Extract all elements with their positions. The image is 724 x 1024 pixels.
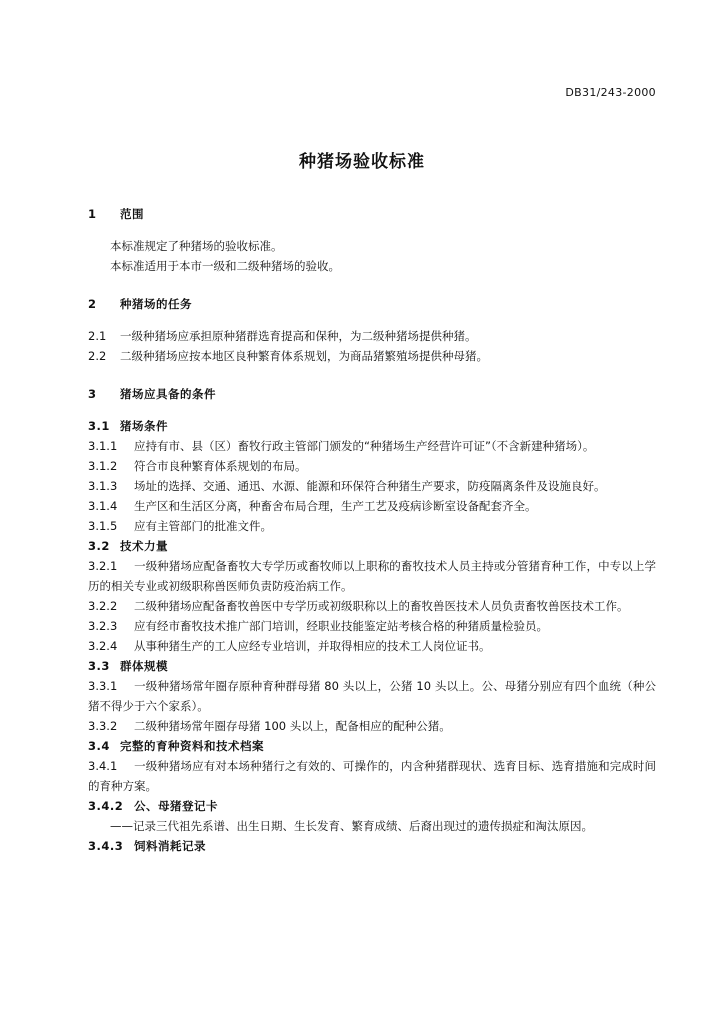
clause: 3.1.4 生产区和生活区分离，种畜舍布局合理，生产工艺及疫病诊断室设备配套齐全。 [88, 499, 537, 513]
clause-text: ——记录三代祖先系谱、出生日期、生长发育、繁育成绩、后裔出现过的遗传损症和淘汰原因。 [110, 819, 593, 833]
section-heading: 2 种猪场的任务 [88, 297, 192, 311]
clause: 3.4.1 一级种猪场应有对本场种猪行之有效的、可操作的，内含种猪群现状、选育目标、选育措施和完成时间的育种方案。 [88, 759, 656, 793]
clause: 3.2.3 应有经市畜牧技术推广部门培训，经职业技能鉴定站考核合格的种猪质量检验员。 [88, 619, 548, 633]
clause: 3.1.1 应持有市、县（区）畜牧行政主管部门颁发的“种猪场生产经营许可证”（不含新建种猪场）。 [88, 439, 595, 453]
clause: 3.2.1 一级种猪场应配备畜牧大专学历或畜牧师以上职称的畜牧技术人员主持或分管猪育种工作，中专以上学历的相关专业或初级职称兽医师负责防疫治病工作。 [88, 559, 656, 593]
paragraph: 本标准规定了种猪场的验收标准。 [110, 239, 283, 253]
clause: 3.2.4 从事种猪生产的工人应经专业培训，并取得相应的技术工人岗位证书。 [88, 639, 491, 653]
subsection-heading: 3.4 完整的育种资料和技术档案 [88, 739, 264, 753]
document-body [88, 204, 656, 856]
clause: 3.2.2 二级种猪场应配备畜牧兽医中专学历或初级职称以上的畜牧兽医技术人员负责畜牧兽医技术工作。 [88, 599, 629, 613]
clause: 3.3.1 一级种猪场常年圈存原种育种群母猪 80 头以上，公猪 10 头以上。公、母猪分别应有四个血统（种公猪不得少于六个家系）。 [88, 679, 656, 713]
paragraph: 本标准适用于本市一级和二级种猪场的验收。 [110, 259, 340, 273]
clause: 3.1.3 场址的选择、交通、通迅、水源、能源和环保符合种猪生产要求，防疫隔离条件及设施良好。 [88, 479, 606, 493]
section-heading: 3 猪场应具备的条件 [88, 387, 216, 401]
section-heading: 1 范围 [88, 207, 144, 221]
document-code: DB31/243-2000 [565, 86, 656, 99]
subsection-heading: 3.2 技术力量 [88, 539, 168, 553]
clause: 2.2 二级种猪场应按本地区良种繁育体系规划，为商品猪繁殖场提供种母猪。 [88, 349, 488, 363]
clause: 3.3.2 二级种猪场常年圈存母猪 100 头以上，配备相应的配种公猪。 [88, 719, 451, 733]
clause: 3.1.2 符合市良种繁育体系规划的布局。 [88, 459, 307, 473]
clause-heading: 3.4.3 饲料消耗记录 [88, 839, 206, 853]
document-title: 种猪场验收标准 [299, 152, 425, 172]
clause-heading: 3.4.2 公、母猪登记卡 [88, 799, 218, 813]
clause: 2.1 一级种猪场应承担原种猪群选育提高和保种，为二级种猪场提供种猪。 [88, 329, 477, 343]
subsection-heading: 3.1 猪场条件 [88, 419, 168, 433]
subsection-heading: 3.3 群体规模 [88, 659, 168, 673]
clause: 3.1.5 应有主管部门的批准文件。 [88, 519, 272, 533]
